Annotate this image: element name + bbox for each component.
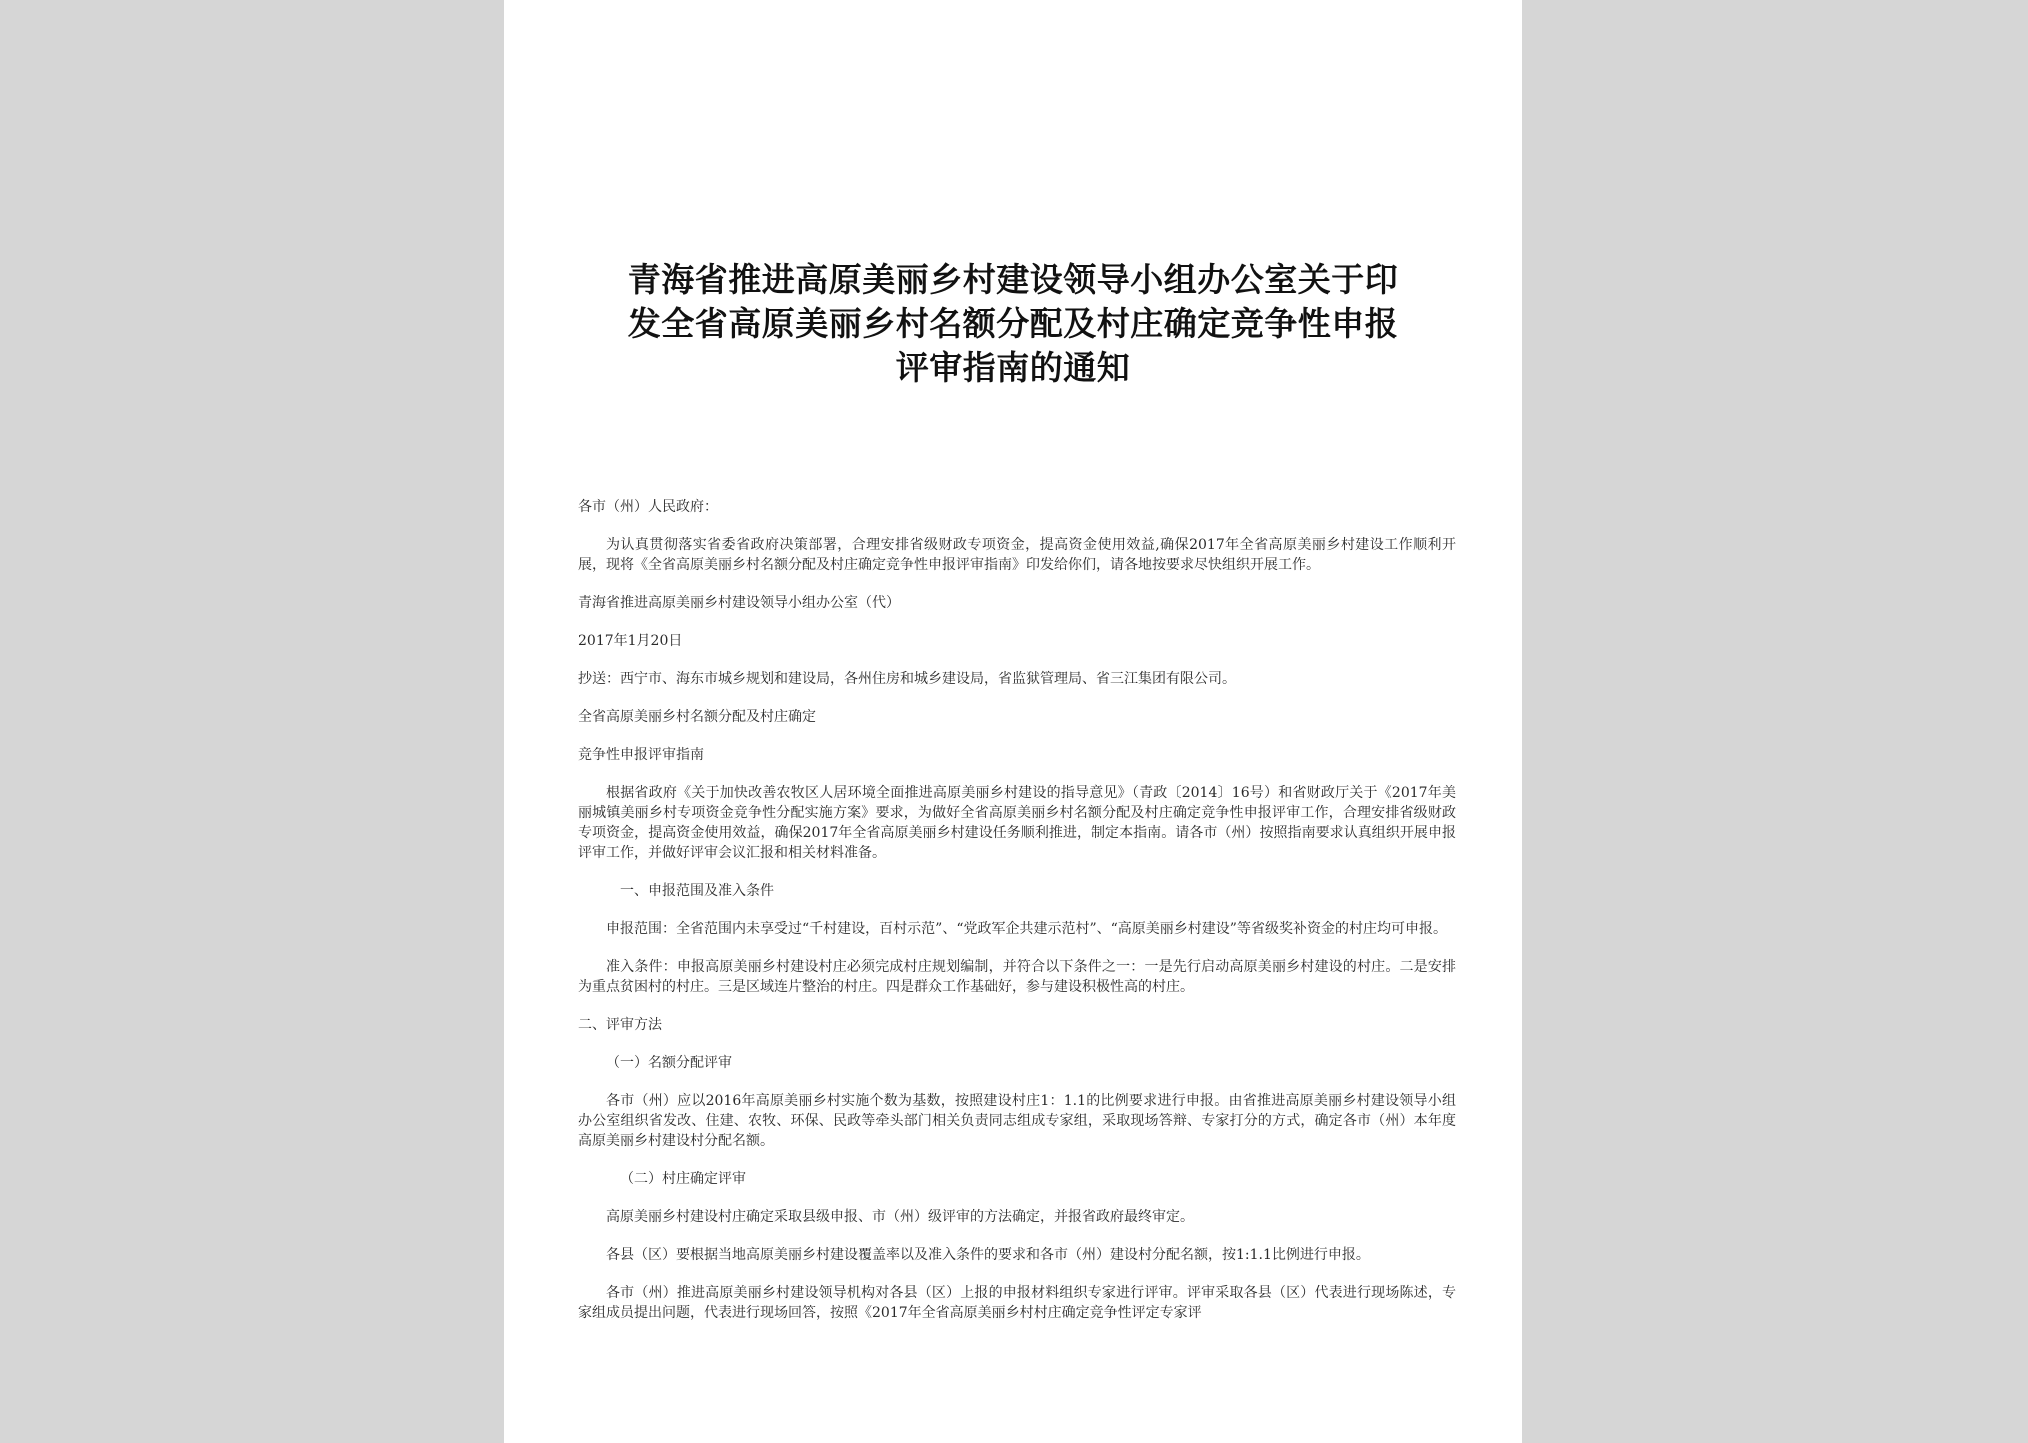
document-page [504, 0, 1522, 1443]
scope-paragraph: 申报范围：全省范围内未享受过“千村建设，百村示范”、“党政军企共建示范村”、“高原美丽乡村建设”等省级奖补资金的村庄均可申报。 [606, 921, 1447, 937]
basis-paragraph: 根据省政府《关于加快改善农牧区人居环境全面推进高原美丽乡村建设的指导意见》（青政〔2014〕16号）和省财政厅关于《2017年美丽城镇美丽乡村专项资金竞争性分配实施方案》要求，为做好全省高原美丽乡村名额分配及村庄确定竞争性申报评审工作，合理安排省级财政专项资金，提高资金使用效益，确保2017年全省高原美丽乡村建设任务顺利推进，制定本指南。请各市（州）按照指南要求认真组织开展申报评审工作，并做好评审会议汇报和相关材料准备。 [578, 785, 1456, 861]
title-line: 发全省高原美丽乡村名额分配及村庄确定竞争性申报 [627, 304, 1399, 343]
document-body [578, 497, 1456, 1341]
title-line: 评审指南的通知 [895, 348, 1131, 387]
criteria-paragraph: 准入条件：申报高原美丽乡村建设村庄必须完成村庄规划编制，并符合以下条件之一：一是先行启动高原美丽乡村建设的村庄。二是安排为重点贫困村的村庄。三是区域连片整治的村庄。四是群众工作基础好，参与建设积极性高的村庄。 [578, 959, 1456, 995]
intro-paragraph: 为认真贯彻落实省委省政府决策部署，合理安排省级财政专项资金，提高资金使用效益,确保2017年全省高原美丽乡村建设工作顺利开展，现将《全省高原美丽乡村名额分配及村庄确定竞争性申报评审指南》印发给你们，请各地按要求尽快组织开展工作。 [578, 537, 1456, 573]
guide-title-line1: 全省高原美丽乡村名额分配及村庄确定 [578, 709, 816, 725]
subsection-heading-2: （二）村庄确定评审 [620, 1171, 746, 1187]
village-method-paragraph: 高原美丽乡村建设村庄确定采取县级申报、市（州）级评审的方法确定，并报省政府最终审定。 [606, 1209, 1194, 1225]
guide-title-line2: 竞争性申报评审指南 [578, 747, 704, 763]
cc-line: 抄送：西宁市、海东市城乡规划和建设局，各州住房和城乡建设局，省监狱管理局、省三江集团有限公司。 [578, 671, 1236, 687]
issuer: 青海省推进高原美丽乡村建设领导小组办公室（代） [578, 595, 900, 611]
county-paragraph: 各县（区）要根据当地高原美丽乡村建设覆盖率以及准入条件的要求和各市（州）建设村分配名额，按1:1.1比例进行申报。 [606, 1247, 1370, 1263]
section-heading-1: 一、申报范围及准入条件 [620, 883, 774, 899]
city-review-paragraph: 各市（州）推进高原美丽乡村建设领导机构对各县（区）上报的申报材料组织专家进行评审。评审采取各县（区）代表进行现场陈述，专家组成员提出问题，代表进行现场回答，按照《2017年全省高原美丽乡村村庄确定竞争性评定专家评 [578, 1285, 1456, 1321]
salutation: 各市（州）人民政府： [578, 499, 718, 515]
subsection-heading-1: （一）名额分配评审 [606, 1055, 732, 1071]
allocation-paragraph: 各市（州）应以2016年高原美丽乡村实施个数为基数，按照建设村庄1：1.1的比例要求进行申报。由省推进高原美丽乡村建设领导小组办公室组织省发改、住建、农牧、环保、民政等牵头部门相关负责同志组成专家组，采取现场答辩、专家打分的方式，确定各市（州）本年度高原美丽乡村建设村分配名额。 [578, 1093, 1456, 1149]
title-line: 青海省推进高原美丽乡村建设领导小组办公室关于印 [627, 260, 1399, 299]
issue-date: 2017年1月20日 [578, 633, 683, 649]
document-title [554, 258, 1472, 390]
section-heading-2: 二、评审方法 [578, 1017, 662, 1033]
